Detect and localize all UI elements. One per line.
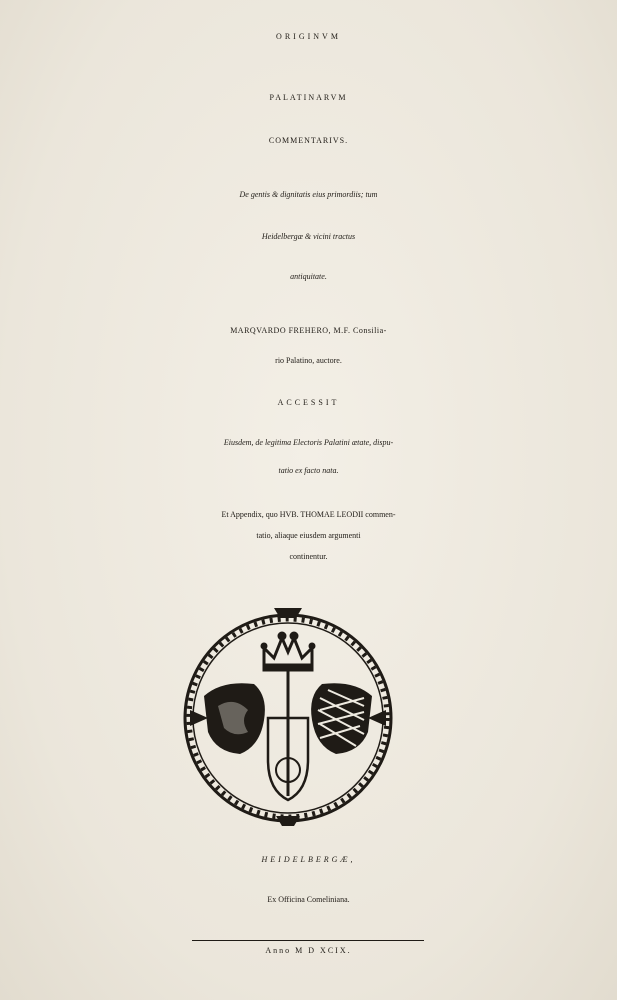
imprint-rule <box>192 940 424 941</box>
wreath-tie-bottom <box>276 816 300 826</box>
appendix-line-2: tatio, aliaque eiusdem argumenti <box>256 531 361 540</box>
printers-mark-emblem <box>178 600 398 830</box>
lozenge-shield-icon <box>311 683 372 754</box>
lion-shield-icon <box>204 683 265 754</box>
appendix-line-3: continentur. <box>289 552 328 561</box>
title-line-3: COMMENTARIVS. <box>268 136 349 145</box>
title-line-1: ORIGINVM <box>276 32 341 41</box>
title-line-2: PALATINARVM <box>269 93 348 102</box>
subtitle-line-2: Heidelbergæ & vicini tractus <box>261 232 356 241</box>
subtitle-line-3: antiquitate. <box>290 272 327 281</box>
imprint-date: Anno M D XCIX. <box>265 946 352 955</box>
appendix-line-1: Et Appendix, quo HVB. THOMAE LEODII commen- <box>221 510 396 519</box>
author-line-2: rio Palatino, auctore. <box>275 356 342 365</box>
crown-icon <box>261 632 315 670</box>
eiusdem-line-1: Eiusdem, de legitima Electoris Palatini ætate, dispu- <box>223 438 394 447</box>
accessit-heading: ACCESSIT <box>277 398 340 407</box>
author-line-1: MARQVARDO FREHERO, M.F. Consilia- <box>230 326 387 335</box>
imprint-place: HEIDELBERGÆ, <box>261 855 356 864</box>
ribbon-right <box>368 710 386 726</box>
ribbon-left <box>190 710 208 726</box>
subtitle-line-1: De gentis & dignitatis eius primordiis; tum <box>239 190 378 199</box>
eiusdem-line-2: tatio ex facto nata. <box>278 466 339 475</box>
imprint-printer: Ex Officina Comeliniana. <box>267 895 350 904</box>
